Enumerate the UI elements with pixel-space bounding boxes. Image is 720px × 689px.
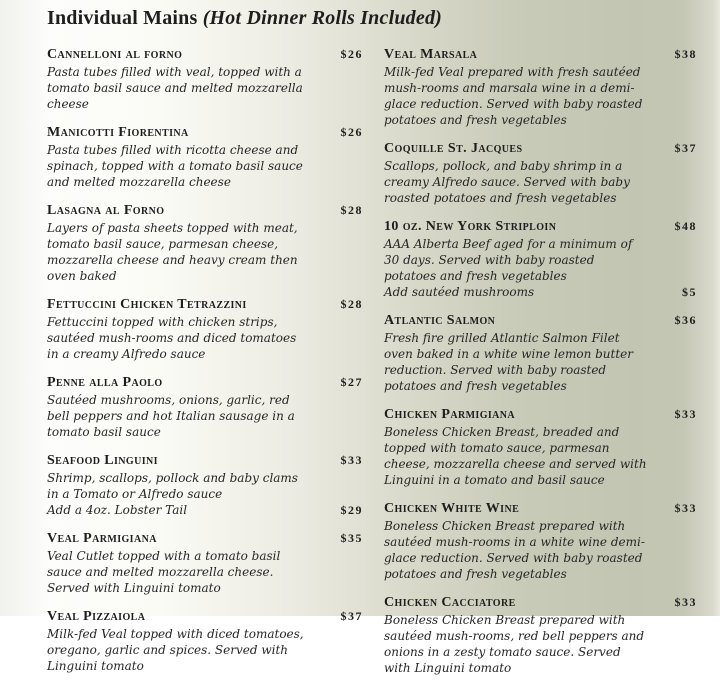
menu-item-name: Manicotti Fiorentina [47,125,189,140]
menu-item [47,125,363,190]
menu-item-price: $33 [674,595,697,609]
menu-item-head [47,125,363,141]
menu-item-name: Veal Pizzaiola [47,609,146,624]
menu-item-head [47,47,363,63]
menu-item [47,297,363,362]
menu-item [384,47,697,128]
menu-item-head [384,219,697,235]
menu-item [47,203,363,284]
menu-item-name: Chicken White Wine [384,501,520,516]
menu-item-name: Atlantic Salmon [384,313,496,328]
menu-item-name: Fettuccini Chicken Tetrazzini [47,297,247,312]
menu-item-name: Lasagna al Forno [47,203,165,218]
menu-item-head [384,47,697,63]
menu-item [47,375,363,440]
menu-item [47,609,363,674]
menu-item-head [384,501,697,517]
menu-item-addon [47,502,363,518]
menu-item-name: Penne alla Paolo [47,375,163,390]
menu-item-description: Veal Cutlet topped with a tomato basil sauce and melted mozzarella cheese. Served with Linguini tomato [47,549,281,595]
menu-item [384,219,697,300]
menu-item-price: $36 [674,313,697,327]
menu-item-head [384,407,697,423]
menu-column-right [384,47,697,689]
menu-item-price: $26 [340,125,363,139]
menu-item-addon [384,284,697,300]
menu-item-name: Seafood Linguini [47,453,158,468]
menu-item-head [47,453,363,469]
addon-label: Add sautéed mushrooms [384,285,535,299]
menu-item-description: AAA Alberta Beef aged for a minimum of 30 days. Served with baby roasted potatoes and fresh vegetables [384,237,633,283]
menu-item-head [47,375,363,391]
menu-item-price: $33 [340,453,363,467]
menu-item-price: $28 [340,203,363,217]
menu-item-name: 10 oz. New York Striploin [384,219,557,234]
menu-item [384,141,697,206]
menu-item [384,595,697,676]
menu-item-description: Milk-fed Veal topped with diced tomatoes, oregano, garlic and spices. Served with Linguini tomato [47,627,304,673]
menu-item-price: $37 [340,609,363,623]
menu-item-description: Pasta tubes filled with ricotta cheese and spinach, topped with a tomato basil sauce and melted mozzarella cheese [47,143,303,189]
menu-item-price: $35 [340,531,363,545]
page-title-main: Individual Mains [47,7,203,29]
menu-item-description: Milk-fed Veal prepared with fresh sautéed mush-rooms and marsala wine in a demi-glace reduction. Served with baby roasted potatoes and fresh vegetables [384,65,643,127]
addon-price: $5 [682,285,697,299]
menu-item-head [47,531,363,547]
menu-item-description: Boneless Chicken Breast prepared with sautéed mush-rooms in a white wine demi-glace reduction. Served with baby roasted potatoes and fresh vegetables [384,519,645,581]
addon-label: Add a 4oz. Lobster Tail [47,503,188,517]
menu-item-name: Veal Marsala [384,47,478,62]
page-title-note: (Hot Dinner Rolls Included) [202,7,443,29]
menu-item [47,47,363,112]
menu-item-description: Sautéed mushrooms, onions, garlic, red bell peppers and hot Italian sausage in a tomato basil sauce [47,393,295,439]
menu-item-price: $33 [674,407,697,421]
menu-item-description: Boneless Chicken Breast, breaded and topped with tomato sauce, parmesan cheese, mozzarella cheese and served with Linguini in a tomato and basil sauce [384,425,647,487]
menu-item-price: $28 [340,297,363,311]
menu-item-price: $33 [674,501,697,515]
menu-item-description: Layers of pasta sheets topped with meat, tomato basil sauce, parmesan cheese, mozzarella cheese and heavy cream then oven baked [47,221,298,283]
menu-item-head [384,595,697,611]
menu-item-head [47,203,363,219]
menu-item-price: $38 [674,47,697,61]
menu-item-description: Shrimp, scallops, pollock and baby clams in a Tomato or Alfredo sauce [47,471,298,501]
menu-column-left [47,47,363,687]
menu-item-price: $27 [340,375,363,389]
menu-item-name: Chicken Parmigiana [384,407,516,422]
menu-item-head [384,141,697,157]
menu-item [384,313,697,394]
menu-item [47,531,363,596]
menu-item-price: $26 [340,47,363,61]
menu-item [384,501,697,582]
menu-item-head [384,313,697,329]
menu-item-description: Scallops, pollock, and baby shrimp in a creamy Alfredo sauce. Served with baby roasted potatoes and fresh vegetables [384,159,630,205]
menu-item-price: $37 [674,141,697,155]
menu-item-description: Boneless Chicken Breast prepared with sautéed mush-rooms, red bell peppers and onions in a zesty tomato sauce. Served with Linguini tomato [384,613,645,675]
menu-item-description: Fettuccini topped with chicken strips, sautéed mush-rooms and diced tomatoes in a creamy Alfredo sauce [47,315,297,361]
addon-price: $29 [340,503,363,517]
menu-item-name: Cannelloni al forno [47,47,183,62]
menu-item-description: Fresh fire grilled Atlantic Salmon Filet oven baked in a white wine lemon butter reduction. Served with baby roasted potatoes and fresh vegetables [384,331,634,393]
menu-item-price: $48 [674,219,697,233]
menu-item [47,453,363,518]
menu-item-name: Chicken Cacciatore [384,595,516,610]
menu-item [384,407,697,488]
menu-item-name: Coquille St. Jacques [384,141,523,156]
menu-item-head [47,297,363,313]
page-title [47,7,442,30]
menu-item-name: Veal Parmigiana [47,531,157,546]
menu-item-head [47,609,363,625]
menu-item-description: Pasta tubes filled with veal, topped with a tomato basil sauce and melted mozzarella cheese [47,65,303,111]
